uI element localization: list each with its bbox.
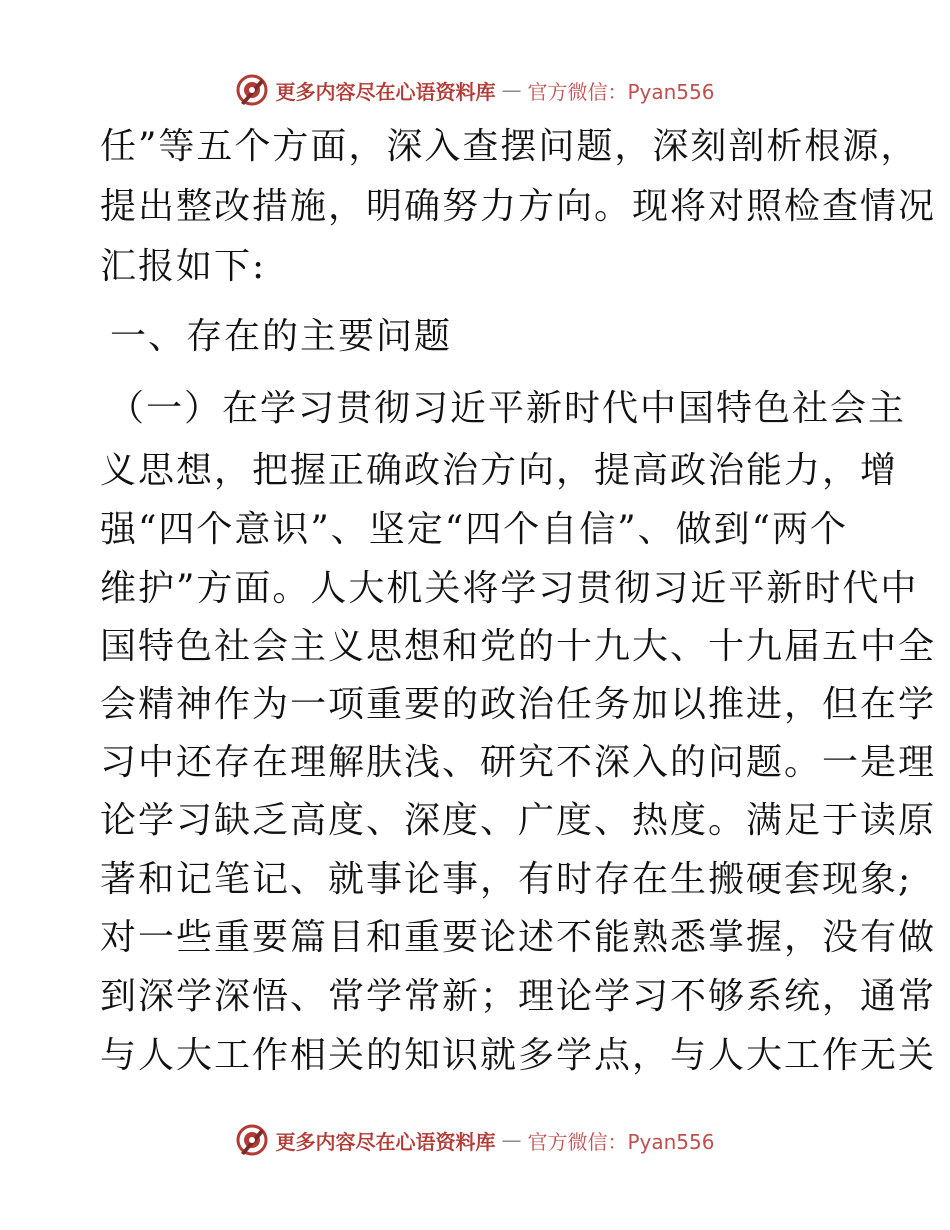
body-line: 国特色社会主义思想和党的十九大、十九届五中全 <box>100 626 937 667</box>
header-wechat-text: 官方微信：Pyan556 <box>527 79 715 104</box>
quill-seal-icon <box>235 73 269 107</box>
quill-seal-icon <box>235 1123 269 1157</box>
header-banner <box>0 70 950 110</box>
body-line: 习中还存在理解肤浅、研究不深入的问题。一是理 <box>100 742 937 783</box>
header-promo-text: 更多内容尽在心语资料库 <box>275 79 496 104</box>
body-line: 提出整改措施，明确努力方向。现将对照检查情况 <box>100 186 937 227</box>
body-line: 与人大工作相关的知识就多学点，与人大工作无关 <box>100 1035 937 1076</box>
body-line: 论学习缺乏高度、深度、广度、热度。满足于读原 <box>100 800 937 841</box>
section-heading: 一、存在的主要问题 <box>110 316 453 357</box>
body-line: 任”等五个方面，深入查摆问题，深刻剖析根源， <box>100 126 919 167</box>
body-line: 义思想，把握正确政治方向，提高政治能力，增 <box>100 450 899 491</box>
footer-separator: — <box>501 1128 522 1152</box>
subsection-heading: （一）在学习贯彻习近平新时代中国特色社会主 <box>108 388 907 429</box>
body-line: 到深学深悟、常学常新；理论学习不够系统，通常 <box>100 976 937 1017</box>
body-line: 著和记笔记、就事论事，有时存在生搬硬套现象; <box>100 859 913 900</box>
footer-promo-text: 更多内容尽在心语资料库 <box>275 1129 496 1154</box>
footer-wechat-text: 官方微信：Pyan556 <box>527 1129 715 1154</box>
body-line: 维护”方面。人大机关将学习贯彻习近平新时代中 <box>100 568 919 609</box>
body-line: 会精神作为一项重要的政治任务加以推进，但在学 <box>100 684 937 725</box>
header-separator: — <box>501 78 522 102</box>
body-line: 汇报如下: <box>100 246 267 287</box>
body-line: 对一些重要篇目和重要论述不能熟悉掌握，没有做 <box>100 917 937 958</box>
body-line: 强“四个意识”、坚定“四个自信”、做到“两个 <box>100 509 849 550</box>
footer-banner <box>0 1120 950 1160</box>
